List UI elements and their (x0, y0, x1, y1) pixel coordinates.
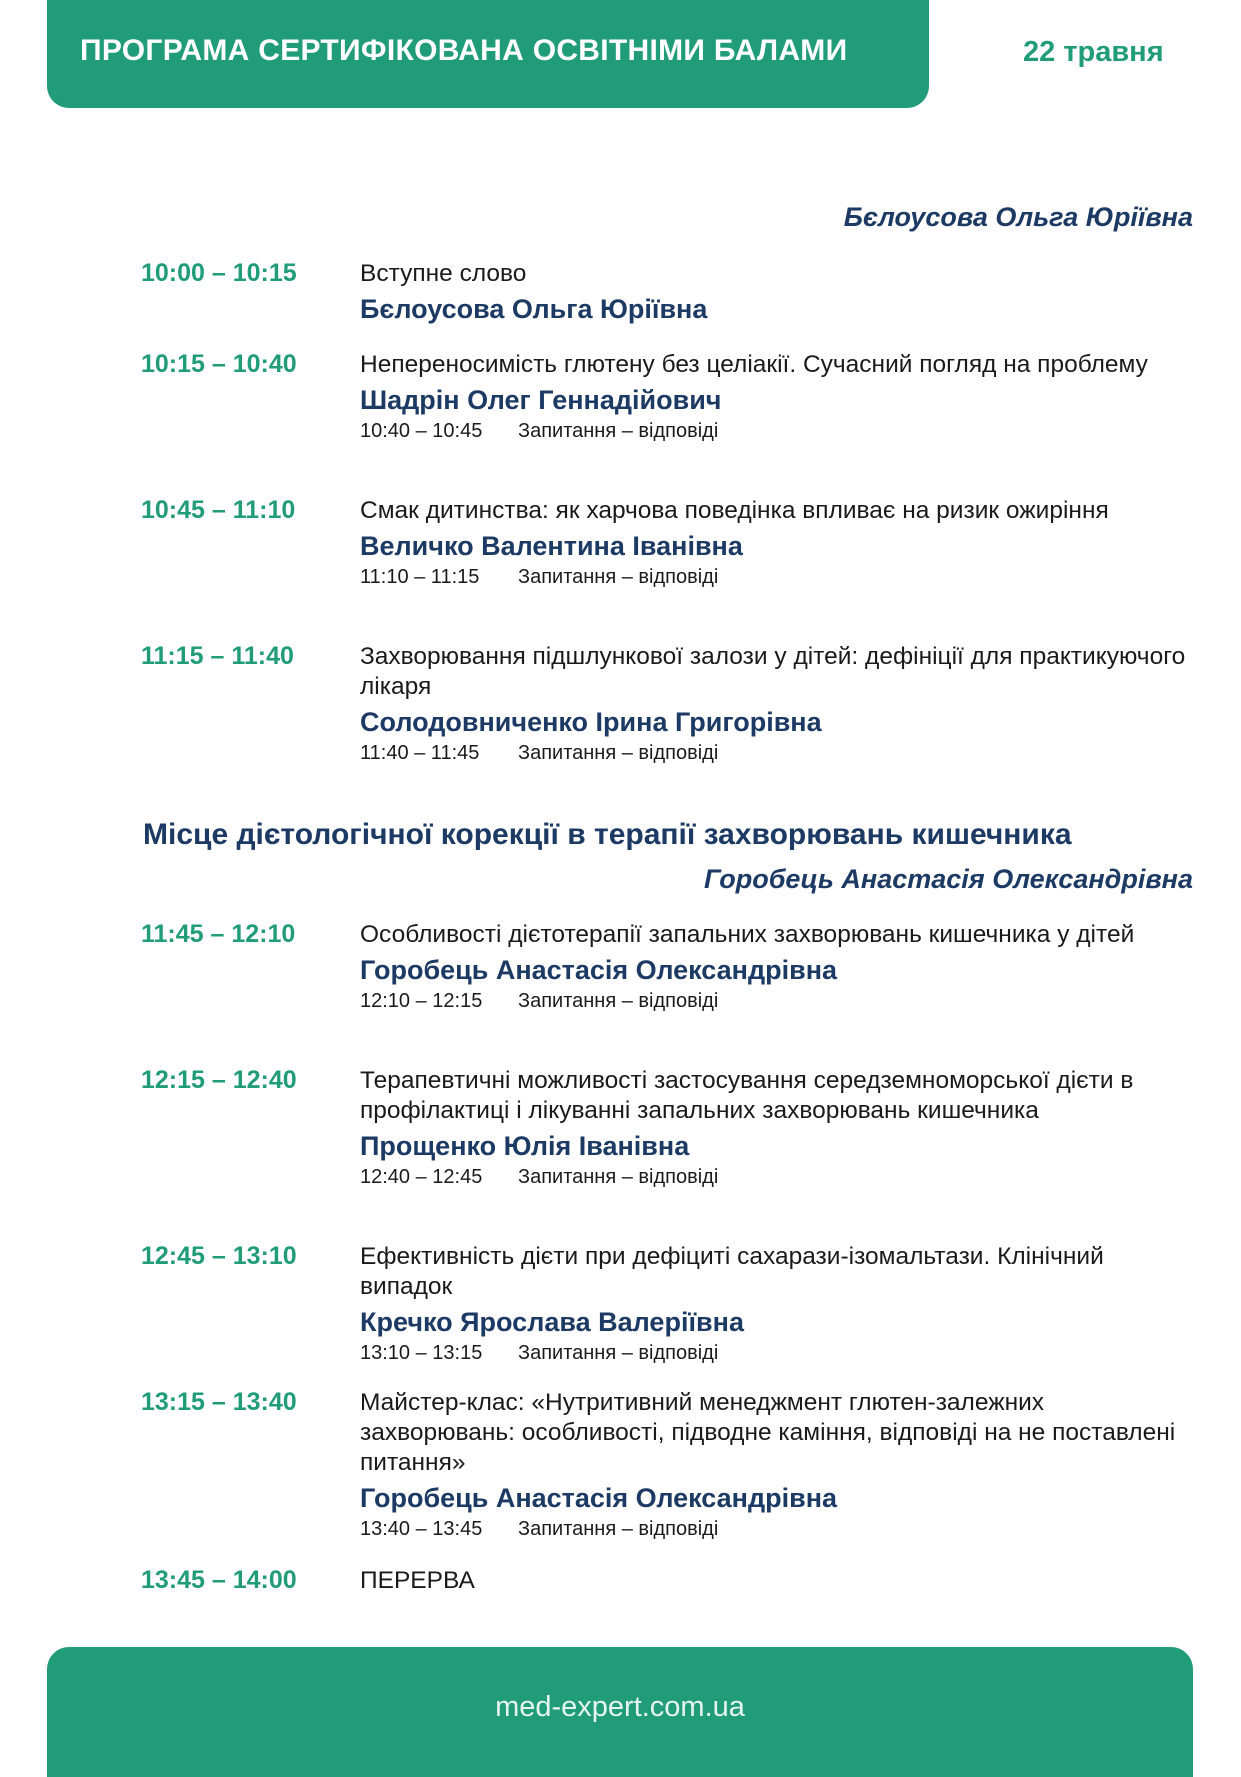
session-time: 10:45 – 11:10 (141, 496, 296, 524)
session-topic: Непереносимість глютену без целіакії. Сучасний погляд на проблему (360, 351, 1148, 378)
session-speaker: Прощенко Юлія Іванівна (360, 1131, 690, 1161)
qa-label: Запитання – відповіді (518, 1166, 719, 1188)
qa-label: Запитання – відповіді (518, 566, 719, 588)
qa-time: 11:10 – 11:15 (360, 566, 480, 588)
qa-time: 13:10 – 13:15 (360, 1342, 483, 1364)
program-title: ПРОГРАМА СЕРТИФІКОВАНА ОСВІТНІМИ БАЛАМИ (80, 34, 848, 67)
qa-label: Запитання – відповіді (518, 742, 719, 764)
qa-line (360, 564, 1200, 590)
qa-line (360, 740, 1200, 766)
session-speaker: Бєлоусова Ольга Юріївна (360, 294, 708, 324)
session-time: 12:45 – 13:10 (141, 1242, 297, 1270)
qa-label: Запитання – відповіді (518, 990, 719, 1012)
session-speaker: Величко Валентина Іванівна (360, 531, 743, 561)
session-topic: Захворювання підшлункової залози у дітей: дефініції для практикуючого лікаря (360, 643, 1186, 700)
block1-chair: Бєлоусова Ольга Юріївна (843, 202, 1193, 232)
session-speaker: Горобець Анастасія Олександрівна (360, 1483, 838, 1513)
footer-banner (47, 1647, 1193, 1777)
session-topic: Смак дитинства: як харчова поведінка впливає на ризик ожиріння (360, 497, 1109, 524)
session-speaker: Шадрін Олег Геннадійович (360, 385, 722, 415)
session-speaker: Солодовниченко Ірина Григорівна (360, 707, 822, 737)
session-time: 13:15 – 13:40 (141, 1388, 297, 1416)
qa-time: 10:40 – 10:45 (360, 420, 483, 442)
qa-label: Запитання – відповіді (518, 1518, 719, 1540)
qa-time: 12:40 – 12:45 (360, 1166, 483, 1188)
block2-chair: Горобець Анастасія Олександрівна (704, 864, 1193, 894)
session-time: 11:45 – 12:10 (141, 920, 296, 948)
qa-line (360, 1340, 1200, 1366)
break-label: ПЕРЕРВА (360, 1567, 475, 1594)
qa-time: 13:40 – 13:45 (360, 1518, 483, 1540)
session-time: 11:15 – 11:40 (141, 642, 294, 670)
session-topic: Особливості дієтотерапії запальних захворювань кишечника у дітей (360, 921, 1135, 948)
session-time: 13:45 – 14:00 (141, 1566, 297, 1594)
qa-line (360, 1516, 1200, 1542)
session-time: 10:15 – 10:40 (141, 350, 297, 378)
qa-line (360, 418, 1200, 444)
website-link[interactable]: med-expert.com.ua (495, 1691, 745, 1723)
session-time: 10:00 – 10:15 (141, 259, 297, 287)
qa-time: 12:10 – 12:15 (360, 990, 483, 1012)
qa-label: Запитання – відповіді (518, 1342, 719, 1364)
session-time: 12:15 – 12:40 (141, 1066, 297, 1094)
session-topic: Ефективність дієти при дефіциті сахарази-ізомальтази. Клінічний випадок (360, 1243, 1104, 1300)
event-date: 22 травня (1023, 36, 1164, 68)
session-speaker: Горобець Анастасія Олександрівна (360, 955, 838, 985)
session-topic: Терапевтичні можливості застосування середземноморської дієти в профілактиці і лікуванні запальних захворювань кишечника (360, 1067, 1134, 1124)
qa-line (360, 988, 1200, 1014)
session-topic: Вступне слово (360, 260, 527, 287)
qa-line (360, 1164, 1200, 1190)
qa-label: Запитання – відповіді (518, 420, 719, 442)
session-speaker: Кречко Ярослава Валеріївна (360, 1307, 744, 1337)
section-title: Місце дієтологічної корекції в терапії захворювань кишечника (143, 818, 1072, 851)
session-topic: Майстер-клас: «Нутритивний менеджмент глютен-залежних захворювань: особливості, підводне каміння, відповіді на не поставлені питання» (360, 1389, 1176, 1476)
qa-time: 11:40 – 11:45 (360, 742, 480, 764)
